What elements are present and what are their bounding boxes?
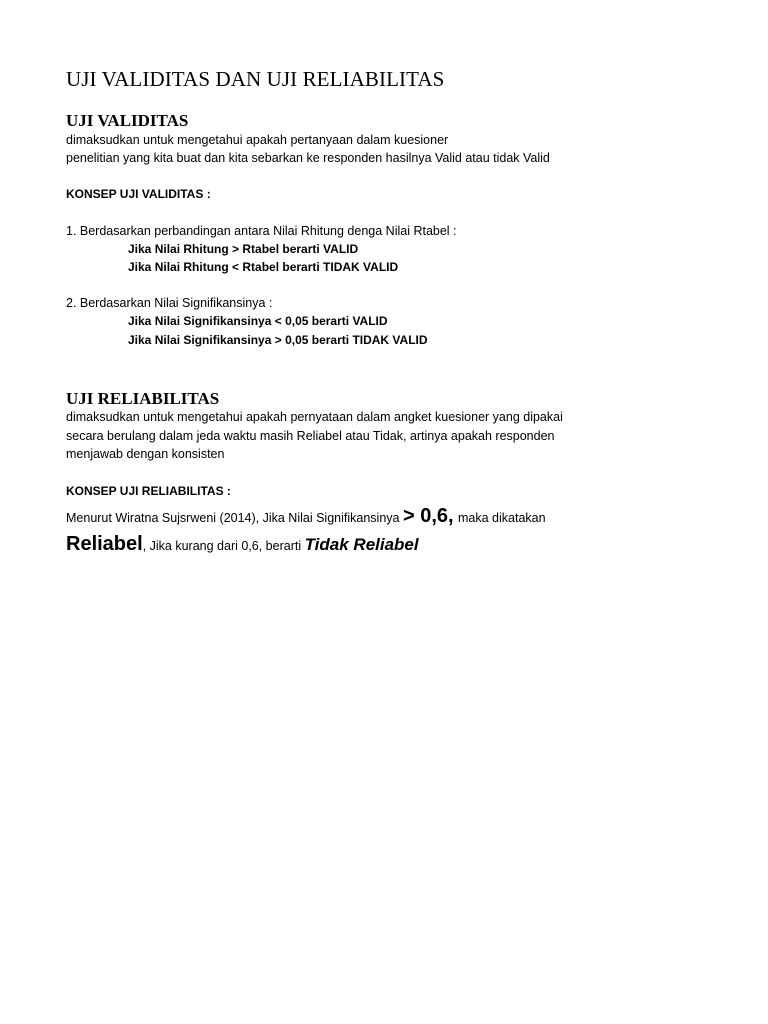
reliabilitas-threshold: > 0,6, bbox=[402, 505, 454, 527]
reliabilitas-statement-part-3: , Jika kurang dari 0,6, berarti bbox=[142, 539, 305, 553]
reliabilitas-unreliable-words: Tidak Reliabel bbox=[304, 535, 419, 554]
reliabilitas-statement-part-2: maka dikatakan bbox=[458, 511, 546, 525]
reliabilitas-description-line-3: menjawab dengan konsisten bbox=[66, 447, 225, 461]
reliabilitas-statement-line-2 bbox=[66, 529, 419, 561]
reliabilitas-description-line-2: secara berulang dalam jeda waktu masih Reliabel atau Tidak, artinya apakah responden bbox=[66, 429, 555, 443]
validitas-point-2-rule-valid: Jika Nilai Signifikansinya < 0,05 berarti VALID bbox=[128, 314, 388, 328]
validitas-description-line-2: penelitian yang kita buat dan kita sebarkan ke responden hasilnya Valid atau tidak Valid bbox=[66, 151, 550, 165]
validitas-heading: UJI VALIDITAS bbox=[66, 111, 189, 130]
validitas-point-1-rule-valid: Jika Nilai Rhitung > Rtabel berarti VALID bbox=[128, 242, 359, 256]
reliabilitas-concept-heading: KONSEP UJI RELIABILITAS : bbox=[66, 484, 231, 498]
reliabilitas-reliable-word: Reliabel bbox=[66, 533, 143, 555]
validitas-point-1-rule-invalid: Jika Nilai Rhitung < Rtabel berarti TIDAK VALID bbox=[128, 260, 399, 274]
reliabilitas-heading: UJI RELIABILITAS bbox=[66, 389, 220, 408]
validitas-point-2-rule-invalid: Jika Nilai Signifikansinya > 0,05 berarti TIDAK VALID bbox=[128, 333, 428, 347]
reliabilitas-description-line-1: dimaksudkan untuk mengetahui apakah pernyataan dalam angket kuesioner yang dipakai bbox=[66, 410, 563, 424]
reliabilitas-statement-part-1: Menurut Wiratna Sujsrweni (2014), Jika Nilai Signifikansinya bbox=[66, 511, 403, 525]
validitas-description-line-1: dimaksudkan untuk mengetahui apakah pertanyaan dalam kuesioner bbox=[66, 133, 449, 147]
validitas-point-2: 2. Berdasarkan Nilai Signifikansinya : bbox=[66, 296, 273, 310]
validitas-point-1: 1. Berdasarkan perbandingan antara Nilai Rhitung denga Nilai Rtabel : bbox=[66, 224, 457, 238]
validitas-concept-heading: KONSEP UJI VALIDITAS : bbox=[66, 187, 211, 201]
document-title: UJI VALIDITAS DAN UJI RELIABILITAS bbox=[66, 67, 445, 91]
